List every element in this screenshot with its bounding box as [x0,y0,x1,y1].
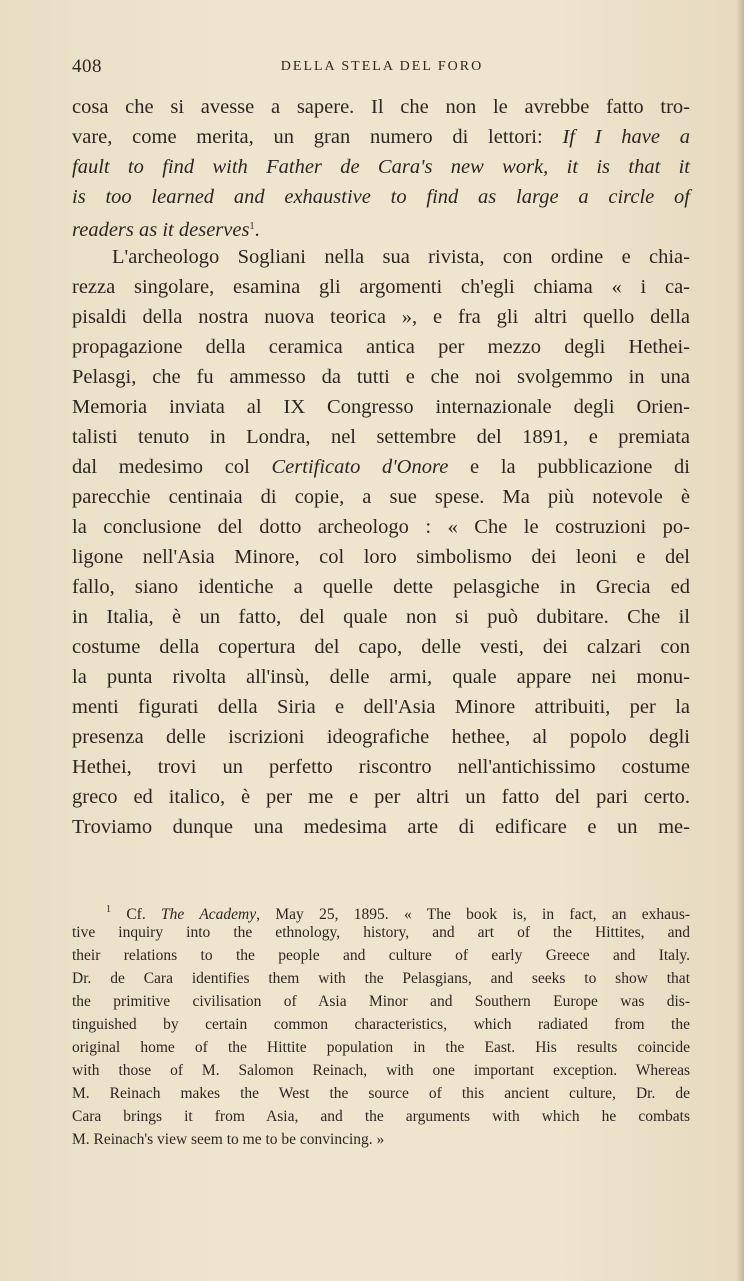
text-span: e la pubblicazione di [470,456,690,478]
text-span: dal medesimo col [72,456,250,478]
footnote-line: tive inquiry into the ethnology, history, and art of the Hittites, and [72,924,690,941]
text-line: la punta rivolta all'insù, delle armi, quale appare nei monu- [72,666,690,688]
page-gutter-shadow [736,0,744,1281]
text-span: . [254,219,260,241]
text-line: greco ed italico, è per me e per altri un fatto del pari certo. [72,786,690,808]
footnote-marker: 1 [106,904,111,915]
text-line: ligone nell'Asia Minore, col loro simbolismo dei leoni e del [72,546,690,568]
running-title: DELLA STELA DEL FORO [280,59,484,74]
text-line: Pelasgi, che fu ammesso da tutti e che noi svolgemmo in una [72,366,690,388]
text-line: presenza delle iscrizioni ideografiche hethee, al popolo degli [72,726,690,748]
english-quote-line: is too learned and exhaustive to find as large a circle of [72,186,690,208]
text-line: Hethei, trovi un perfetto riscontro nell'antichissimo costume [72,756,690,778]
text-line: costume della copertura del capo, delle vesti, dei calzari con [72,636,690,658]
text-span: Cf. [126,906,146,923]
main-text [72,92,690,842]
footnote-line: Cara brings it from Asia, and the arguments with which he combats [72,1108,690,1125]
text-line: parecchie centinaia di copie, a sue spese. Ma più notevole è [72,486,690,508]
certificate-title: Certificato d'Onore [271,456,449,478]
text-line: fallo, siano identiche a quelle dette pelasgiche in Grecia ed [72,576,690,598]
text-line [72,122,690,152]
text-line [72,212,690,242]
text-span: , May 25, 1895. « The book is, in fact, an exhaus- [256,906,691,923]
text-line: Memoria inviata al IX Congresso internazionale degli Orien- [72,396,690,418]
footnote-line: the primitive civilisation of Asia Minor and Southern Europe was dis- [72,993,690,1010]
footnote-line: original home of the Hittite population in the East. His results coincide [72,1039,690,1056]
footnote-line: M. Reinach's view seem to me to be convincing. » [72,1131,385,1148]
footnote-line: M. Reinach makes the West the source of this ancient culture, Dr. de [72,1085,690,1102]
text-line: cosa che si avesse a sapere. Il che non le avrebbe fatto tro- [72,96,690,118]
text-line [72,452,690,482]
footnote-line: with those of M. Salomon Reinach, with one important exception. Whereas [72,1062,690,1079]
footnote-line: tinguished by certain common characteristics, which radiated from the [72,1016,690,1033]
footnote-line: their relations to the people and culture of early Greece and Italy. [72,947,690,964]
text-line: talisti tenuto in Londra, nel settembre del 1891, e premiata [72,426,690,448]
english-quote: If I have a [562,126,691,148]
text-line: in Italia, è un fatto, del quale non si può dubitare. Che il [72,606,690,628]
text-line: pisaldi della nostra nuova teorica », e fra gli altri quello della [72,306,690,328]
footnote [72,898,690,1151]
page-header [72,56,692,86]
page-number: 408 [72,56,102,77]
text-line: rezza singolare, esamina gli argomenti ch'egli chiama « i ca- [72,276,690,298]
text-line: Troviamo dunque una medesima arte di edificare e un me- [72,816,690,838]
footnote-ref: 1 [249,221,255,232]
text-line: propagazione della ceramica antica per mezzo degli Hethei- [72,336,690,358]
footnote-line: Dr. de Cara identifies them with the Pelasgians, and seeks to show that [72,970,690,987]
english-quote: readers as it deserves [72,219,250,241]
text-line: menti figurati della Siria e dell'Asia Minore attribuiti, per la [72,696,690,718]
text-line: L'archeologo Sogliani nella sua rivista, con ordine e chia- [112,246,690,268]
footnote-line [72,898,690,921]
text-span: vare, come merita, un gran numero di lettori: [72,126,543,148]
text-line: la conclusione del dotto archeologo : « Che le costruzioni po- [72,516,690,538]
journal-title: The Academy [161,906,257,923]
english-quote-line: fault to find with Father de Cara's new work, it is that it [72,156,690,178]
